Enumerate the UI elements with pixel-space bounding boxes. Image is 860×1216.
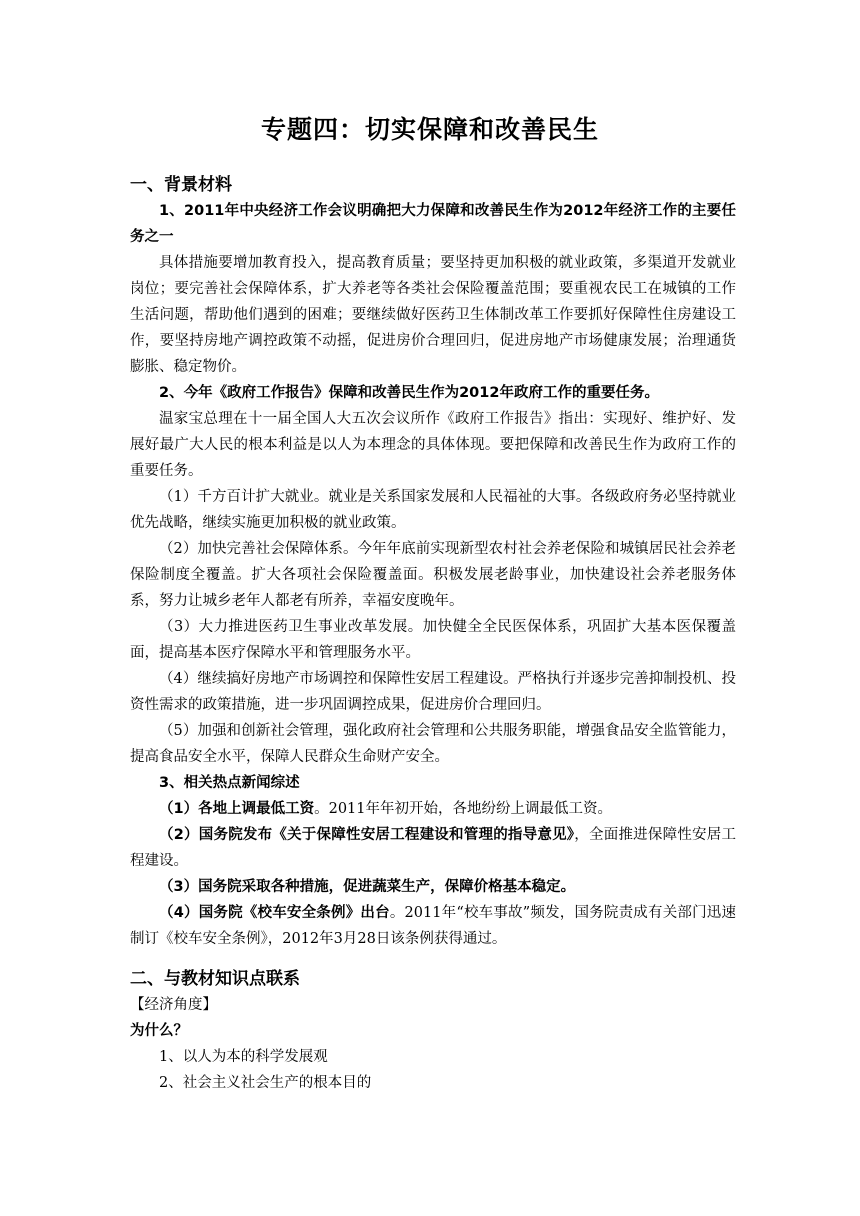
subheading-3: 3、相关热点新闻综述 <box>159 775 300 791</box>
paragraph-2: 温家宝总理在十一届全国人大五次会议所作《政府工作报告》指出：实现好、维护好、发展好最广大人民的根本利益是以人为本理念的具体体现。要把保障和改善民生作为政府工作的重要任务。 <box>130 411 736 479</box>
why-item: 1、以人为本的科学发展观 <box>159 1049 328 1065</box>
paragraph-1: 具体措施要增加教育投入，提高教育质量；要坚持更加积极的就业政策，多渠道开发就业岗位；要完善社会保障体系，扩大养老等各类社会保险覆盖范围；要重视农民工在城镇的工作生活问题，帮助他们遇到的困难；要继续做好医药卫生体制改革工作要抓好保障性住房建设工作，要坚持房地产调控政策不动摇，促进房价合理回归，促进房地产市场健康发展；治理通货膨胀、稳定物价。 <box>130 255 736 375</box>
news-item-title: （4）国务院《校车安全条例》出台 <box>159 905 390 921</box>
news-item-title: （2）国务院发布《关于保障性安居工程建设和管理的指导意见》 <box>159 827 575 843</box>
list-item: （2）加快完善社会保障体系。今年年底前实现新型农村社会养老保险和城镇居民社会养老保险制度全覆盖。扩大各项社会保险覆盖面。积极发展老龄事业，加快建设社会养老服务体系，努力让城乡老年人都老有所养，幸福安度晚年。 <box>130 541 736 609</box>
news-item-text: ，全面推进保障性安居工程建设。 <box>130 827 736 869</box>
news-item <box>130 900 736 952</box>
news-item <box>130 874 736 900</box>
list-item: （5）加强和创新社会管理，强化政府社会管理和公共服务职能，增强食品安全监管能力，提高食品安全水平，保障人民群众生命财产安全。 <box>130 723 736 765</box>
list-item: （1）千方百计扩大就业。就业是关系国家发展和人民福祉的大事。各级政府务必坚持就业优先战略，继续实施更加积极的就业政策。 <box>130 489 736 531</box>
subheading-1: 1、2011年中央经济工作会议明确把大力保障和改善民生作为2012年经济工作的主要任务之一 <box>130 203 736 245</box>
section-heading-background: 一、背景材料 <box>130 175 232 195</box>
section-heading-textbook: 二、与教材知识点联系 <box>130 969 300 989</box>
why-heading: 为什么？ <box>130 1023 188 1039</box>
news-item-title: （3）国务院采取各种措施，促进蔬菜生产，保障价格基本稳定。 <box>159 879 576 895</box>
news-item-text: 。2011年“校车事故”频发，国务院责成有关部门迅速制订《校车安全条例》，2012年3月28日该条例获得通过。 <box>130 905 736 947</box>
subheading-2: 2、今年《政府工作报告》保障和改善民生作为2012年政府工作的重要任务。 <box>159 385 659 401</box>
news-item-title: （1）各地上调最低工资 <box>159 801 315 817</box>
why-item: 2、社会主义社会生产的根本目的 <box>159 1075 372 1091</box>
news-item <box>130 822 736 874</box>
document-body <box>130 172 736 1096</box>
list-item: （4）继续搞好房地产市场调控和保障性安居工程建设。严格执行并逐步完善抑制投机、投资性需求的政策措施，进一步巩固调控成果，促进房价合理回归。 <box>130 671 736 713</box>
news-item <box>130 796 736 822</box>
angle-label: 【经济角度】 <box>130 997 217 1013</box>
list-item: （3）大力推进医药卫生事业改革发展。加快健全全民医保体系，巩固扩大基本医保覆盖面，提高基本医疗保障水平和管理服务水平。 <box>130 619 736 661</box>
news-item-text: 。2011年年初开始，各地纷纷上调最低工资。 <box>314 801 612 817</box>
page-title: 专题四：切实保障和改善民生 <box>260 115 599 144</box>
